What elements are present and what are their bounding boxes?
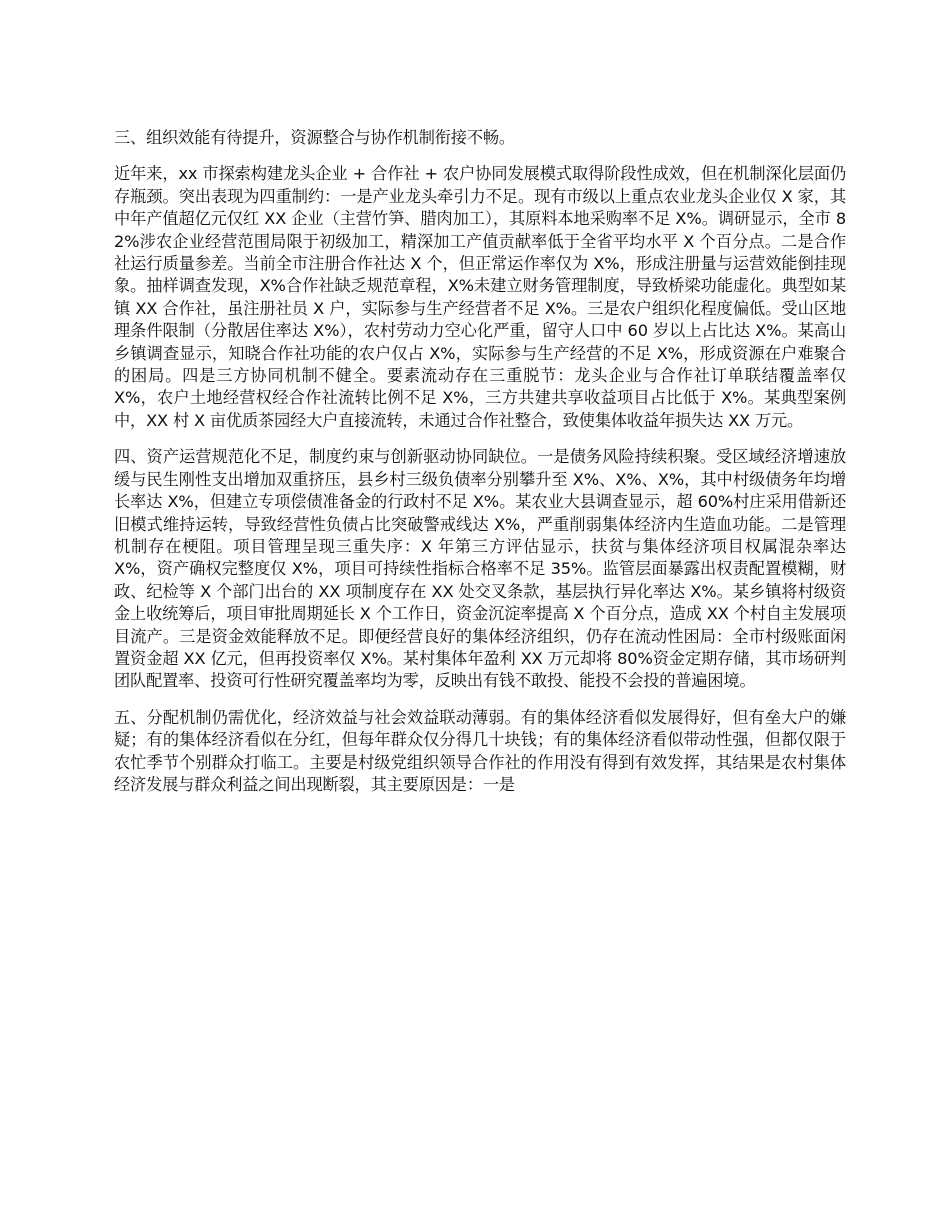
document-page [114, 127, 846, 810]
section-4-paragraph: 四、资产运营规范化不足，制度约束与创新驱动协同缺位。一是债务风险持续积聚。受区域经济增速放缓与民生刚性支出增加双重挤压，县乡村三级负债率分别攀升至 X%、X%、X%，其中村级债务年均增长率达 X%，但建立专项偿债准备金的行政村不足 X%。某农业大县调查显示，超 60%村庄采用借新还旧模式维持运转，导致经营性负债占比突破警戒线达 X%，严重削弱集体经济内生造血功能。二是管理机制存在梗阻。项目管理呈现三重失序：X 年第三方评估显示，扶贫与集体经济项目权属混杂率达 X%，资产确权完整度仅 X%，项目可持续性指标合格率不足 35%。监管层面暴露出权责配置模糊，财政、纪检等 X 个部门出台的 XX 项制度存在 XX 处交叉条款，基层执行异化率达 X%。某乡镇将村级资金上收统筹后，项目审批周期延长 X 个工作日，资金沉淀率提高 X 个百分点，造成 XX 个村自主发展项目流产。三是资金效能释放不足。即便经营良好的集体经济组织，仍存在流动性困局：全市村级账面闲置资金超 XX 亿元，但再投资率仅 X%。某村集体年盈利 XX 万元却将 80%资金定期存储，其市场研判团队配置率、投资可行性研究覆盖率均为零，反映出有钱不敢投、能投不会投的普遍困境。 [114, 447, 846, 691]
section-3-body-paragraph: 近年来，xx 市探索构建龙头企业 + 合作社 + 农户协同发展模式取得阶段性成效，但在机制深化层面仍存瓶颈。突出表现为四重制约：一是产业龙头牵引力不足。现有市级以上重点农业龙头企业仅 X 家，其中年产值超亿元仅红 XX 企业（主营竹笋、腊肉加工），其原料本地采购率不足 X%。调研显示，全市 82%涉农企业经营范围局限于初级加工，精深加工产值贡献率低于全省平均水平 X 个百分点。二是合作社运行质量参差。当前全市注册合作社达 X 个，但正常运作率仅为 X%，形成注册量与运营效能倒挂现象。抽样调查发现，X%合作社缺乏规范章程，X%未建立财务管理制度，导致桥梁功能虚化。典型如某镇 XX 合作社，虽注册社员 X 户，实际参与生产经营者不足 X%。三是农户组织化程度偏低。受山区地理条件限制（分散居住率达 X%），农村劳动力空心化严重，留守人口中 60 岁以上占比达 X%。某高山乡镇调查显示，知晓合作社功能的农户仅占 X%，实际参与生产经营的不足 X%，形成资源在户难聚合的困局。四是三方协同机制不健全。要素流动存在三重脱节：龙头企业与合作社订单联结覆盖率仅 X%，农户土地经营权经合作社流转比例不足 X%，三方共建共享收益项目占比低于 X%。某典型案例中，XX 村 X 亩优质茶园经大户直接流转，未通过合作社整合，致使集体收益年损失达 XX 万元。 [114, 164, 846, 430]
section-5-paragraph: 五、分配机制仍需优化，经济效益与社会效益联动薄弱。有的集体经济看似发展得好，但有垒大户的嫌疑；有的集体经济看似在分红，但每年群众仅分得几十块钱；有的集体经济看似带动性强，但都仅限于农忙季节个别群众打临工。主要是村级党组织领导合作社的作用没有得到有效发挥，其结果是农村集体经济发展与群众利益之间出现断裂，其主要原因是：一是 [114, 707, 846, 794]
section-3-heading: 三、组织效能有待提升，资源整合与协作机制衔接不畅。 [114, 128, 515, 147]
